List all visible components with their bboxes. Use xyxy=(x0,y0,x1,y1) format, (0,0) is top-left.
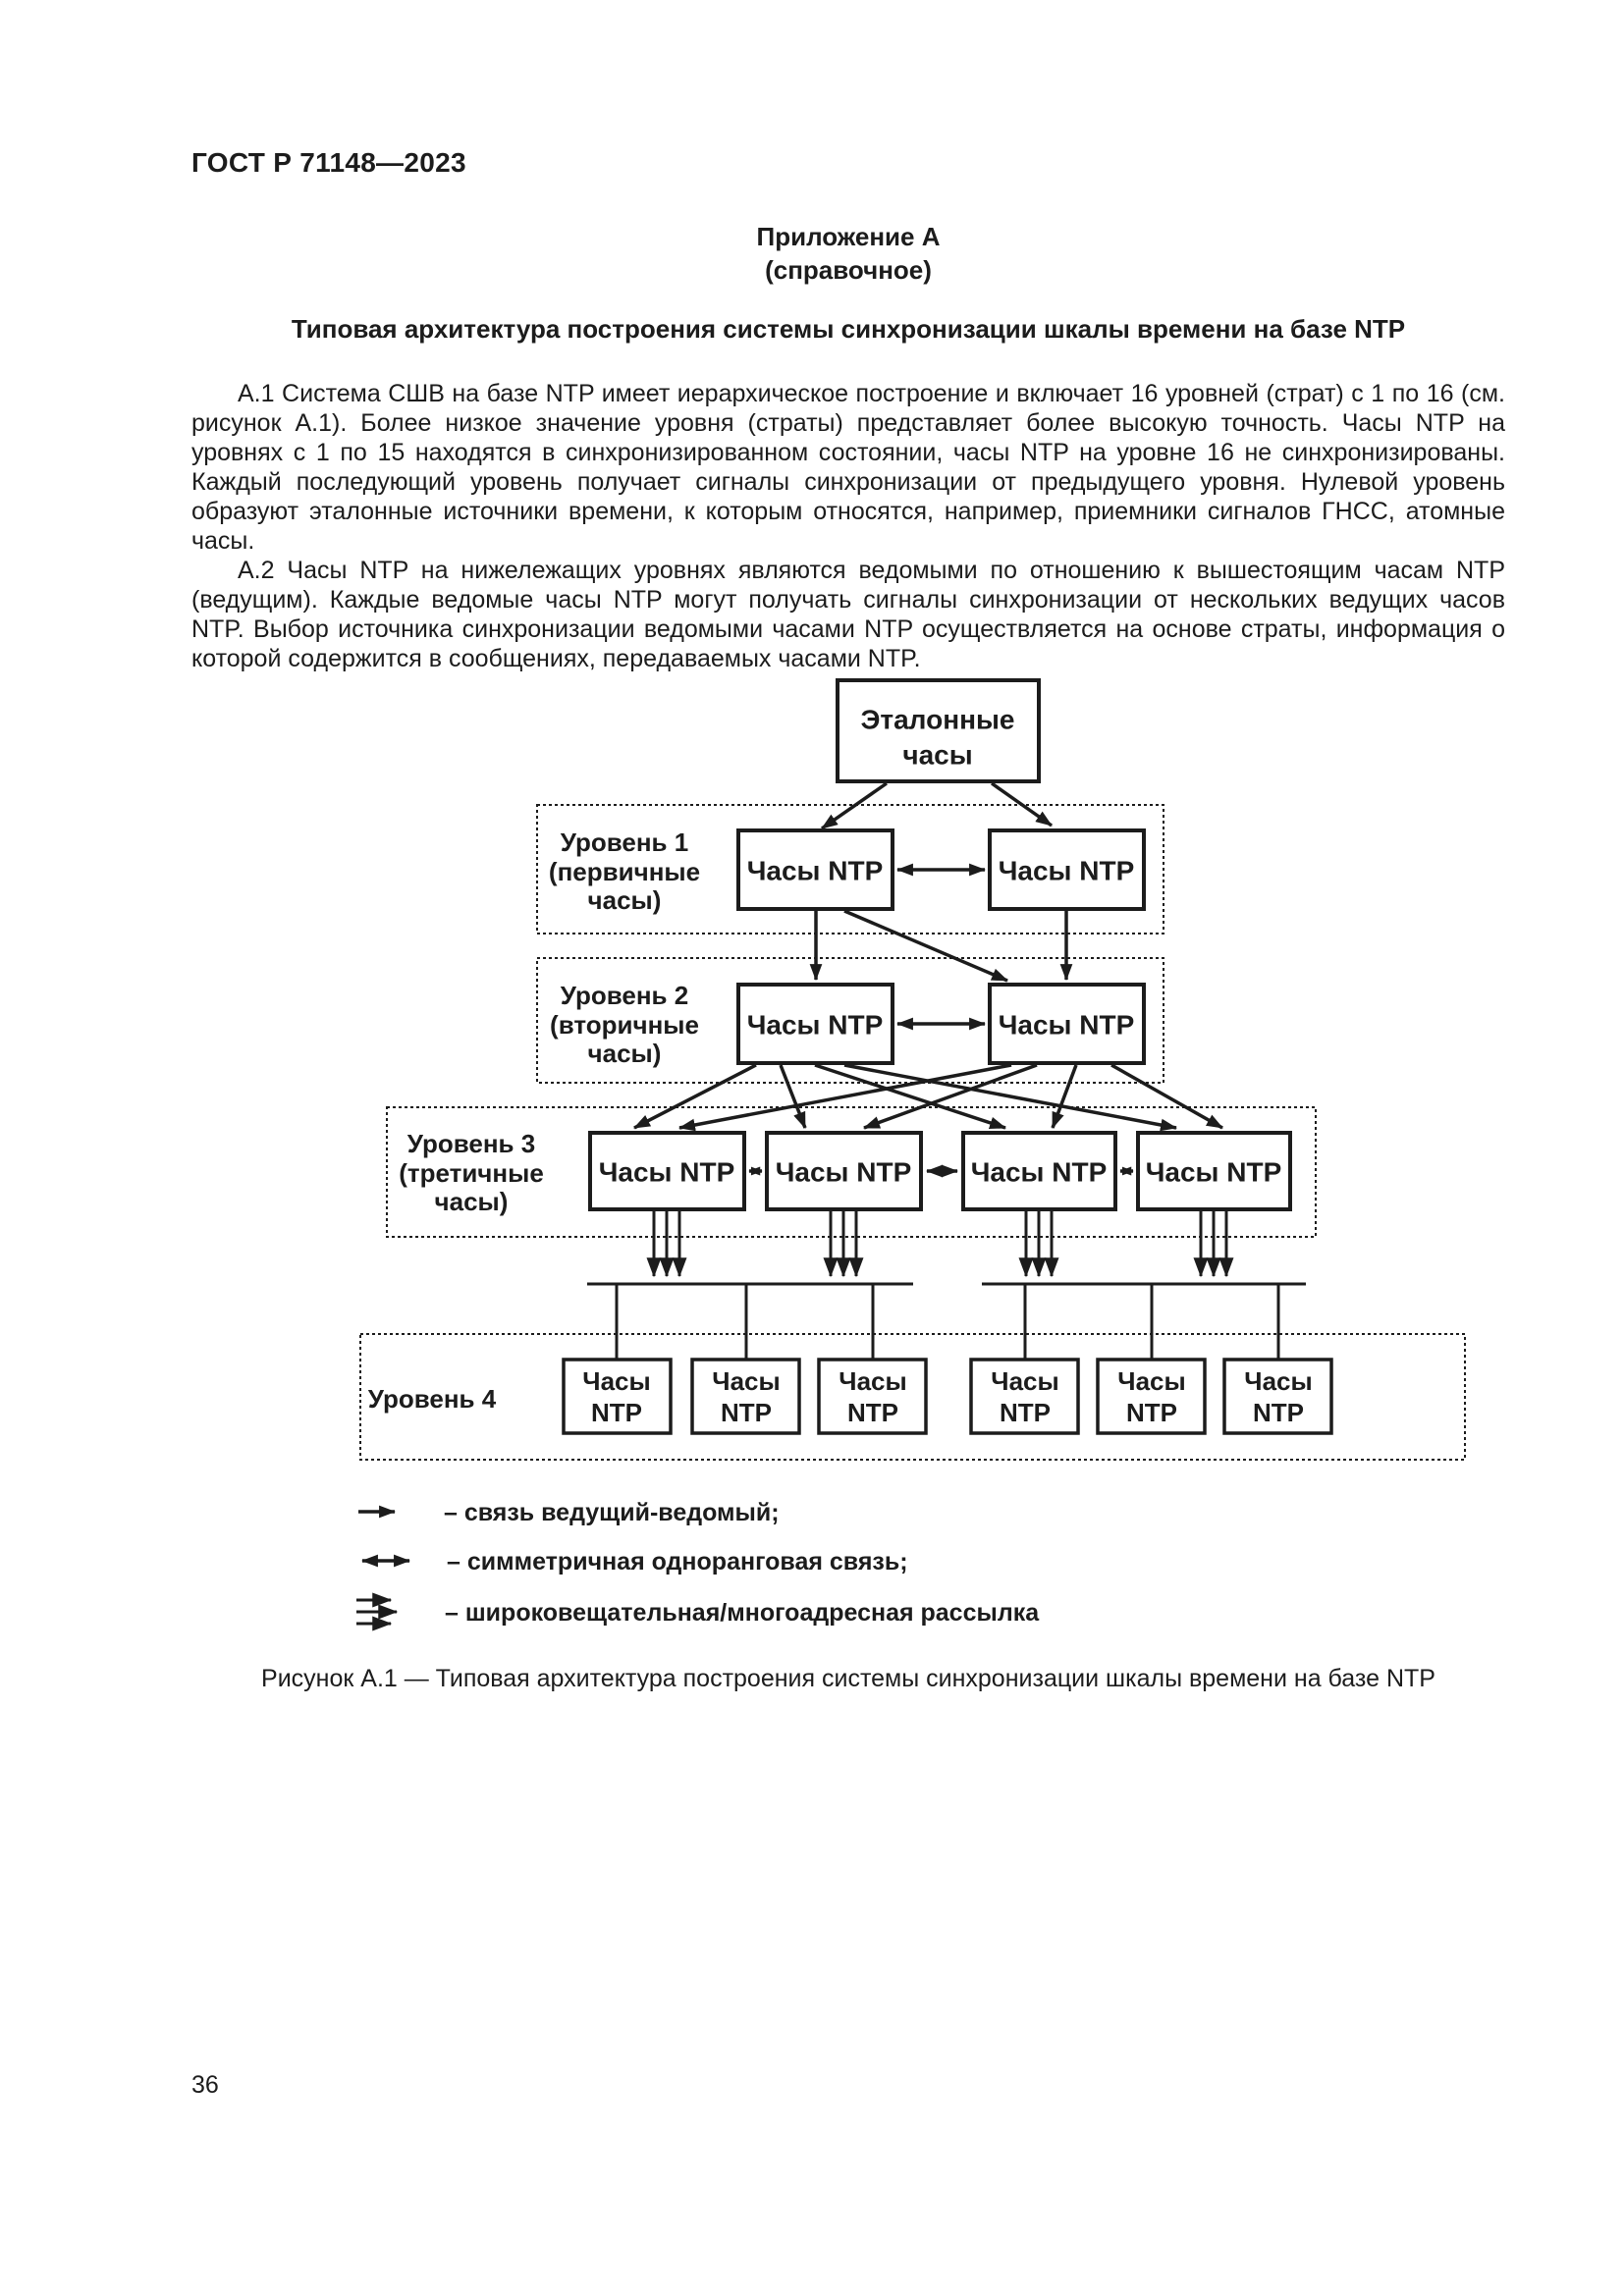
ntp-clock-label: NTP xyxy=(847,1398,898,1427)
ntp-clock-label: NTP xyxy=(721,1398,772,1427)
level-2-qualifier1: (вторичные xyxy=(550,1010,699,1040)
ntp-clock-box-l1-1 xyxy=(738,830,893,909)
section-title: Типовая архитектура построения системы синхронизации шкалы времени на базе NTP xyxy=(291,314,1406,344)
page-number: 36 xyxy=(191,2071,219,2099)
master-slave-arrows-l1-l2 xyxy=(816,911,1066,981)
ntp-clock-box-l3-1 xyxy=(590,1133,744,1209)
legend-broadcast-label: – широковещательная/многоадресная рассылка xyxy=(445,1599,1040,1627)
level-2-qualifier2: часы) xyxy=(587,1039,662,1068)
ntp-clock-label: Часы xyxy=(991,1366,1059,1396)
reference-clock-label-line2: часы xyxy=(902,739,973,771)
reference-clock-label-line1: Эталонные xyxy=(860,704,1015,735)
master-slave-arrows-l2-l3 xyxy=(634,1065,1222,1128)
level-2-container xyxy=(537,958,1164,1083)
ntp-clock-box-l3-3 xyxy=(963,1133,1115,1209)
broadcast-arrows xyxy=(654,1211,1226,1276)
broadcast-bus xyxy=(587,1284,1306,1360)
level-4-label: Уровень 4 xyxy=(367,1384,497,1414)
level-3-qualifier2: часы) xyxy=(434,1187,509,1216)
ntp-clock-label: Часы xyxy=(1244,1366,1313,1396)
figure-caption: Рисунок А.1 — Типовая архитектура построения системы синхронизации шкалы времени на базе NTP xyxy=(261,1665,1435,1692)
standard-number: ГОСТ Р 71148—2023 xyxy=(191,147,466,178)
ntp-clock-box-l4-5 xyxy=(1098,1360,1205,1433)
paragraph-a1: А.1 Система СШВ на базе NTP имеет иерархическое построение и включает 16 уровней (страт) с 1 по 16 (см. рисунок А.1). Более низкое значение уровня (страты) представляет более высокую точность. Часы NTP на уровнях с 1 по 15 находятся в синхронизированном состоянии, часы NTP на уровне 16 не синхронизированы. Каждый последующий уровень получает сигналы синхронизации от предыдущего уровня. Нулевой уровень образуют эталонные источники времени, к которым относятся, например, приемники сигналов ГНСС, атомные часы. xyxy=(191,380,1505,555)
ntp-clock-label: NTP xyxy=(591,1398,642,1427)
ntp-clock-box-l4-4 xyxy=(971,1360,1078,1433)
ntp-clock-box-l2-2 xyxy=(990,985,1144,1063)
ntp-clock-box-l3-4 xyxy=(1138,1133,1290,1209)
ntp-clock-label: Часы NTP xyxy=(1145,1156,1282,1188)
legend xyxy=(356,1499,1040,1627)
level-3-qualifier1: (третичные xyxy=(399,1158,544,1188)
legend-master-slave-label: – связь ведущий-ведомый; xyxy=(444,1499,780,1526)
ntp-clock-box-l4-2 xyxy=(692,1360,799,1433)
ntp-clock-label: Часы xyxy=(712,1366,781,1396)
ntp-clock-label: Часы xyxy=(582,1366,651,1396)
ntp-clock-label: Часы xyxy=(1117,1366,1186,1396)
ntp-clock-box-l4-6 xyxy=(1224,1360,1331,1433)
ntp-clock-label: Часы NTP xyxy=(746,1009,884,1041)
legend-row-master-slave xyxy=(358,1499,780,1526)
ntp-architecture-diagram xyxy=(334,672,1512,1649)
ntp-clock-label: NTP xyxy=(1000,1398,1051,1427)
level-4-container xyxy=(360,1334,1465,1460)
ntp-clock-box-l4-1 xyxy=(564,1360,671,1433)
ntp-clock-label: Часы NTP xyxy=(998,1009,1135,1041)
legend-row-symmetric-peer xyxy=(362,1548,908,1575)
appendix-subtitle: (справочное) xyxy=(765,255,932,285)
ntp-clock-label: Часы NTP xyxy=(998,855,1135,886)
legend-row-broadcast xyxy=(356,1599,1040,1627)
paragraph-a2: А.2 Часы NTP на нижележащих уровнях являются ведомыми по отношению к вышестоящим часам NTP (ведущим). Каждые ведомые часы NTP могут получать сигналы синхронизации от нескольких ведущих часов NTP. Выбор источника синхронизации ведомыми часами NTP осуществляется на основе страты, информация о которой содержится в сообщениях, передаваемых часами NTP. xyxy=(191,557,1505,672)
ntp-clock-label: NTP xyxy=(1253,1398,1304,1427)
body-text xyxy=(191,379,1505,673)
level-1-qualifier1: (первичные xyxy=(548,857,701,886)
level-1-qualifier2: часы) xyxy=(587,885,662,915)
level-2-label: Уровень 2 xyxy=(560,981,689,1010)
level-3-label: Уровень 3 xyxy=(406,1129,536,1158)
ntp-clock-box-l1-2 xyxy=(990,830,1144,909)
ntp-clock-box-l4-3 xyxy=(819,1360,926,1433)
ntp-clock-label: Часы NTP xyxy=(598,1156,735,1188)
legend-symmetric-peer-label: – симметричная одноранговая связь; xyxy=(447,1548,908,1575)
ntp-clock-box-l2-1 xyxy=(738,985,893,1063)
ntp-clock-box-l3-2 xyxy=(767,1133,921,1209)
ntp-clock-label: Часы NTP xyxy=(746,855,884,886)
reference-clock-box xyxy=(838,680,1039,781)
ntp-clock-label: NTP xyxy=(1126,1398,1177,1427)
level-1-label: Уровень 1 xyxy=(560,828,689,857)
ntp-clock-label: Часы NTP xyxy=(775,1156,912,1188)
appendix-title: Приложение А xyxy=(756,222,941,251)
ntp-clock-label: Часы xyxy=(839,1366,907,1396)
ntp-clock-label: Часы NTP xyxy=(970,1156,1108,1188)
